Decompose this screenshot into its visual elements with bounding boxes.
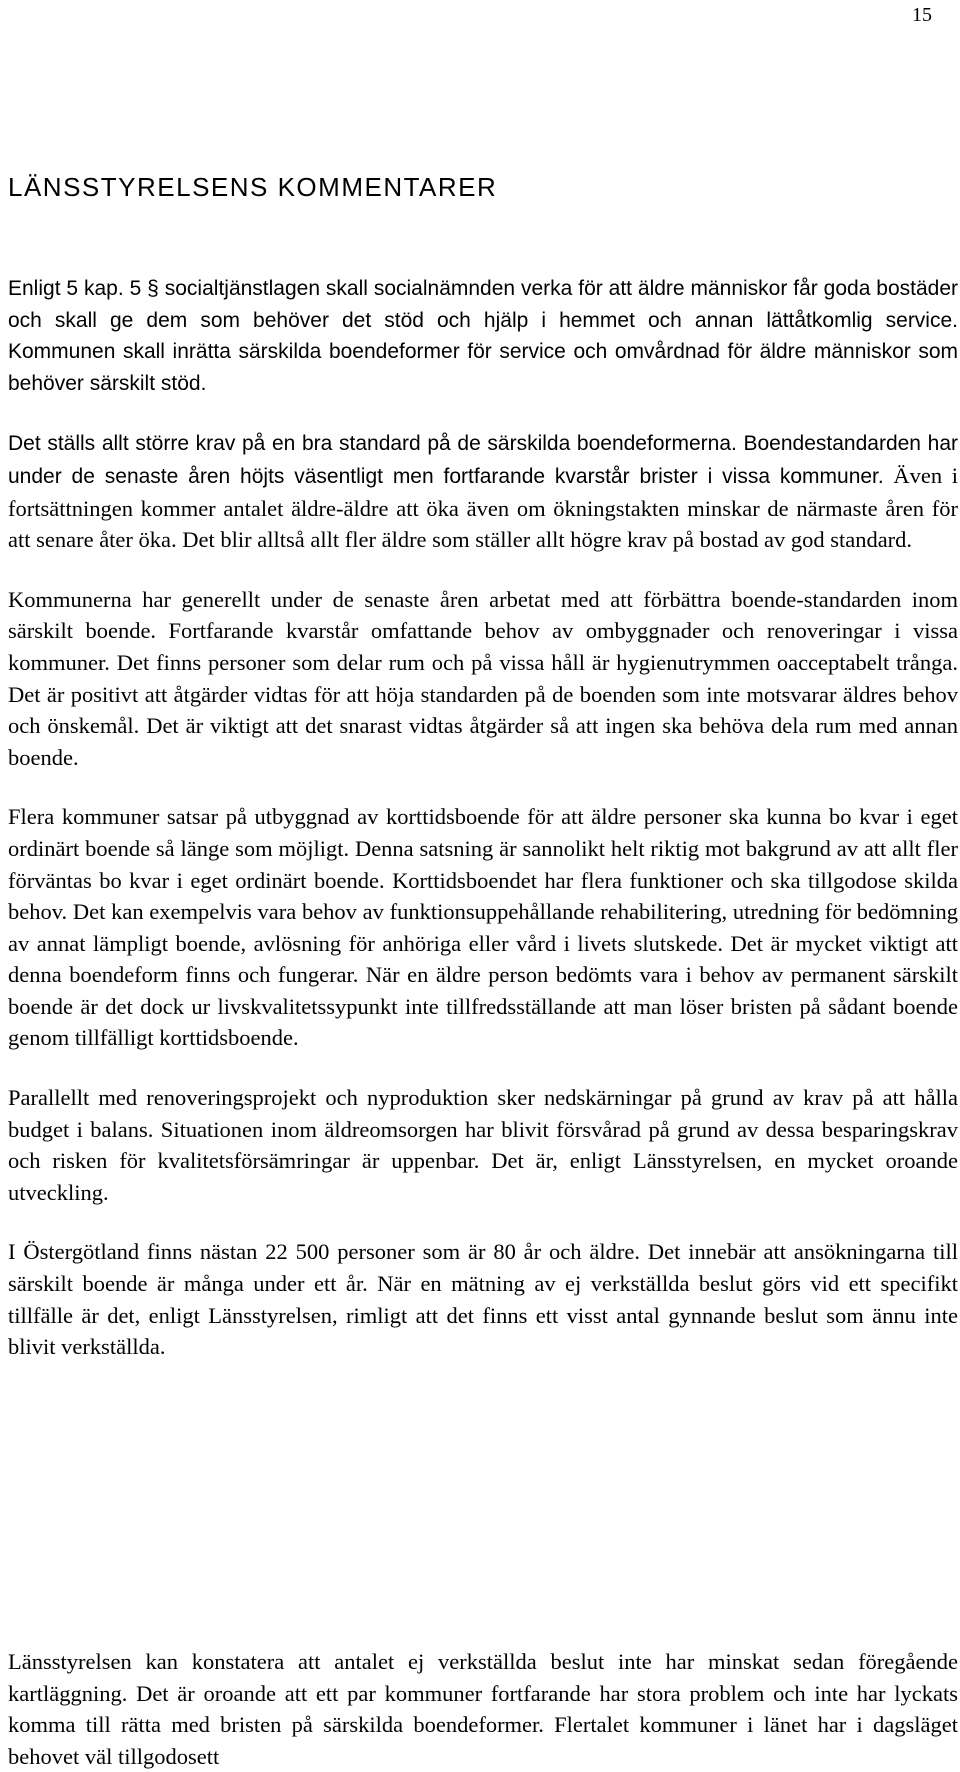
- page-number: 15: [912, 4, 932, 26]
- paragraph-7: Länsstyrelsen kan konstatera att antalet ej verkställda beslut inte har minskat sedan föregående kartläggning. Det är oroande att ett par kommuner fortfarande har stora problem och inte har lyckats komma till rätta med bristen på särskilda boendeformer. Flertalet kommuner i länet har i dagsläget behovet väl tillgodosett: [8, 1649, 958, 1769]
- document-body: [8, 273, 958, 1391]
- paragraph-2-sans-part: Det ställs allt större krav på en bra standard på de särskilda boendeformerna. Boendestandarden har under de senaste åren höjts väsentligt men fortfarande kvarstår brister i vissa kommuner.: [8, 432, 958, 488]
- paragraph-5: Parallellt med renoveringsprojekt och nyproduktion sker nedskärningar på grund av krav på att hålla budget i balans. Situationen inom äldreomsorgen har blivit försvårad på grund av dessa besparingskrav och risken för kvalitetsförsämringar är uppenbar. Det är, enligt Länsstyrelsen, en mycket oroande utveckling.: [8, 1085, 958, 1205]
- paragraph-3: Kommunerna har generellt under de senaste åren arbetat med att förbättra boende-standarden inom särskilt boende. Fortfarande kvarstår omfattande behov av ombyggnader och renoveringar i vissa kommuner. Det finns personer som delar rum och på vissa håll är hygienutrymmen oacceptabelt trånga. Det är positivt att åtgärder vidtas för att höja standarden på de boenden som inte motsvarar äldres behov och önskemål. Det är viktigt att det snarast vidtas åtgärder så att ingen ska behöva dela rum med annan boende.: [8, 586, 958, 770]
- section-heading: LÄNSSTYRELSENS KOMMENTARER: [8, 172, 498, 202]
- paragraph-2: [8, 427, 958, 555]
- paragraph-4: Flera kommuner satsar på utbyggnad av korttidsboende för att äldre personer ska kunna bo kvar i eget ordinärt boende så länge som möjligt. Denna satsning är sannolikt helt riktig mot bakgrund av att allt fler förväntas bo kvar i eget ordinärt boende. Korttidsboendet har flera funktioner och ska tillgodose skilda behov. Det kan exempelvis vara behov av funktionsuppehållande rehabilitering, utredning för bedömning av annat lämpligt boende, avlösning för anhöriga eller vård i livets slutskede. Det är mycket viktigt att denna boendeform finns och fungerar. När en äldre person bedömts vara i behov av permanent särskilt boende är det dock ur livskvalitetssypunkt inte tillfredsställande att man löser bristen på sådant boende genom tillfälligt korttidsboende.: [8, 804, 958, 1051]
- final-paragraph-clip: [8, 1646, 958, 1769]
- paragraph-1: Enligt 5 kap. 5 § socialtjänstlagen skall socialnämnden verka för att äldre människor får goda bostäder och skall ge dem som behöver det stöd och hjälp i hemmet och annan lättåtkomlig service. Kommunen skall inrätta särskilda boendeformer för service och omvårdnad för äldre människor som behöver särskilt stöd.: [8, 277, 958, 395]
- paragraph-2-serif-part: Även i fortsättningen kommer antalet äldre-äldre att öka även om ökningstakten minskar de närmaste åren för att senare åter öka. Det blir alltså allt fler äldre som ställer allt högre krav på bostad av god standard.: [8, 462, 958, 553]
- paragraph-6: I Östergötland finns nästan 22 500 personer som är 80 år och äldre. Det innebär att ansökningarna till särskilt boende är många under ett år. När en mätning av ej verkställda beslut görs vid ett specifikt tillfälle är det, enligt Länsstyrelsen, rimligt att det finns ett visst antal gynnande beslut som ännu inte blivit verkställda.: [8, 1239, 958, 1360]
